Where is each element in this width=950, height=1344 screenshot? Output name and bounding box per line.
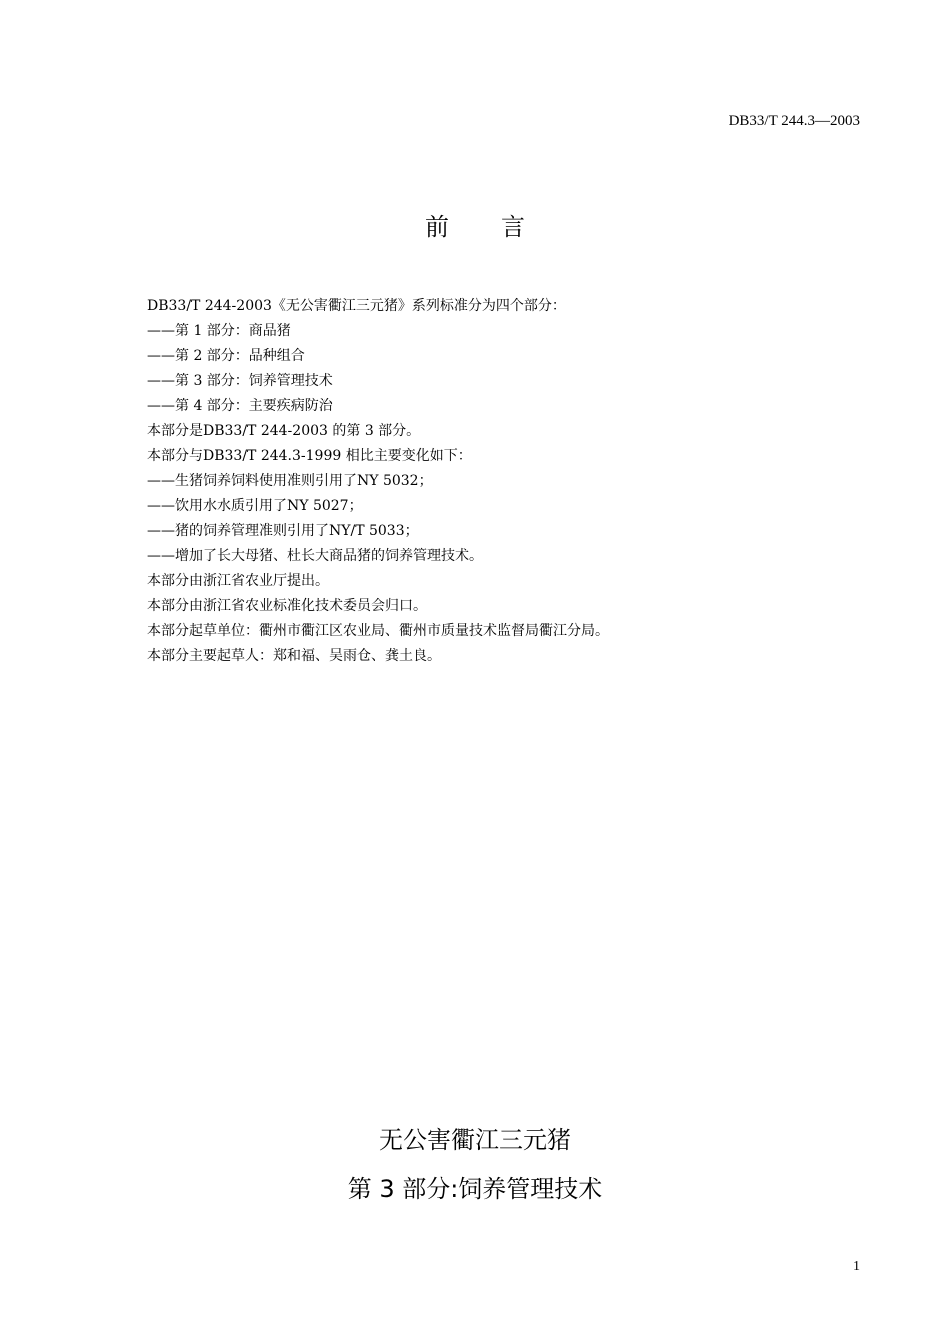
foreword-body <box>147 294 857 669</box>
foreword-line: 本部分与DB33/T 244.3-1999 相比主要变化如下： <box>147 448 472 464</box>
document-main-title: 无公害衢江三元猪 <box>379 1126 571 1154</box>
foreword-line: ——第 1 部分：商品猪 <box>147 323 291 339</box>
foreword-line: ——增加了长大母猪、杜长大商品猪的饲养管理技术。 <box>147 548 483 564</box>
foreword-line: ——猪的饲养管理准则引用了NY/T 5033； <box>147 523 419 539</box>
foreword-line: ——饮用水水质引用了NY 5027； <box>147 498 363 514</box>
foreword-line: ——生猪饲养饲料使用准则引用了NY 5032； <box>147 473 433 489</box>
foreword-line: ——第 3 部分：饲养管理技术 <box>147 373 333 389</box>
foreword-title: 前言 <box>425 213 577 241</box>
foreword-line: 本部分起草单位：衢州市衢江区农业局、衢州市质量技术监督局衢江分局。 <box>147 623 609 639</box>
foreword-line: DB33/T 244-2003《无公害衢江三元猪》系列标准分为四个部分： <box>147 298 566 314</box>
foreword-line: ——第 2 部分：品种组合 <box>147 348 305 364</box>
foreword-line: 本部分是DB33/T 244-2003 的第 3 部分。 <box>147 423 421 439</box>
foreword-line: 本部分由浙江省农业厅提出。 <box>147 573 329 589</box>
document-sub-title: 第 3 部分:饲养管理技术 <box>347 1175 603 1203</box>
page-number: 1 <box>853 1259 860 1274</box>
standard-code: DB33/T 244.3—2003 <box>728 113 860 129</box>
foreword-line: ——第 4 部分：主要疾病防治 <box>147 398 333 414</box>
foreword-line: 本部分主要起草人：郑和福、吴雨仓、龚土良。 <box>147 648 441 664</box>
foreword-line: 本部分由浙江省农业标准化技术委员会归口。 <box>147 598 427 614</box>
